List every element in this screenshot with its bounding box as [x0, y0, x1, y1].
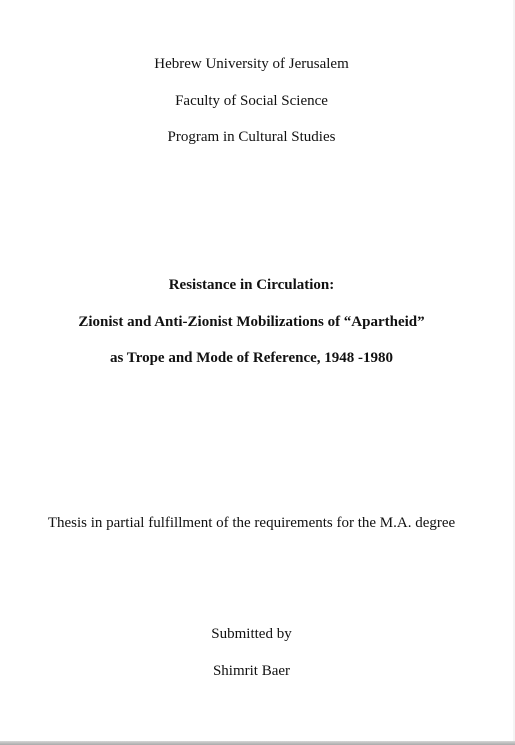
page-bottom-shadow	[0, 741, 515, 745]
faculty-name: Faculty of Social Science	[175, 93, 328, 109]
submitted-by-label: Submitted by	[211, 626, 292, 642]
thesis-title-line-1: Resistance in Circulation:	[168, 277, 335, 293]
program-name: Program in Cultural Studies	[167, 129, 336, 145]
university-name: Hebrew University of Jerusalem	[154, 56, 349, 72]
thesis-title-line-3: as Trope and Mode of Reference, 1948 -1980	[109, 350, 394, 366]
author-name: Shimrit Baer	[212, 663, 291, 679]
thesis-title-line-2: Zionist and Anti-Zionist Mobilizations of “Apartheid”	[78, 314, 425, 330]
thesis-statement: Thesis in partial fulfillment of the requirements for the M.A. degree	[47, 515, 456, 531]
